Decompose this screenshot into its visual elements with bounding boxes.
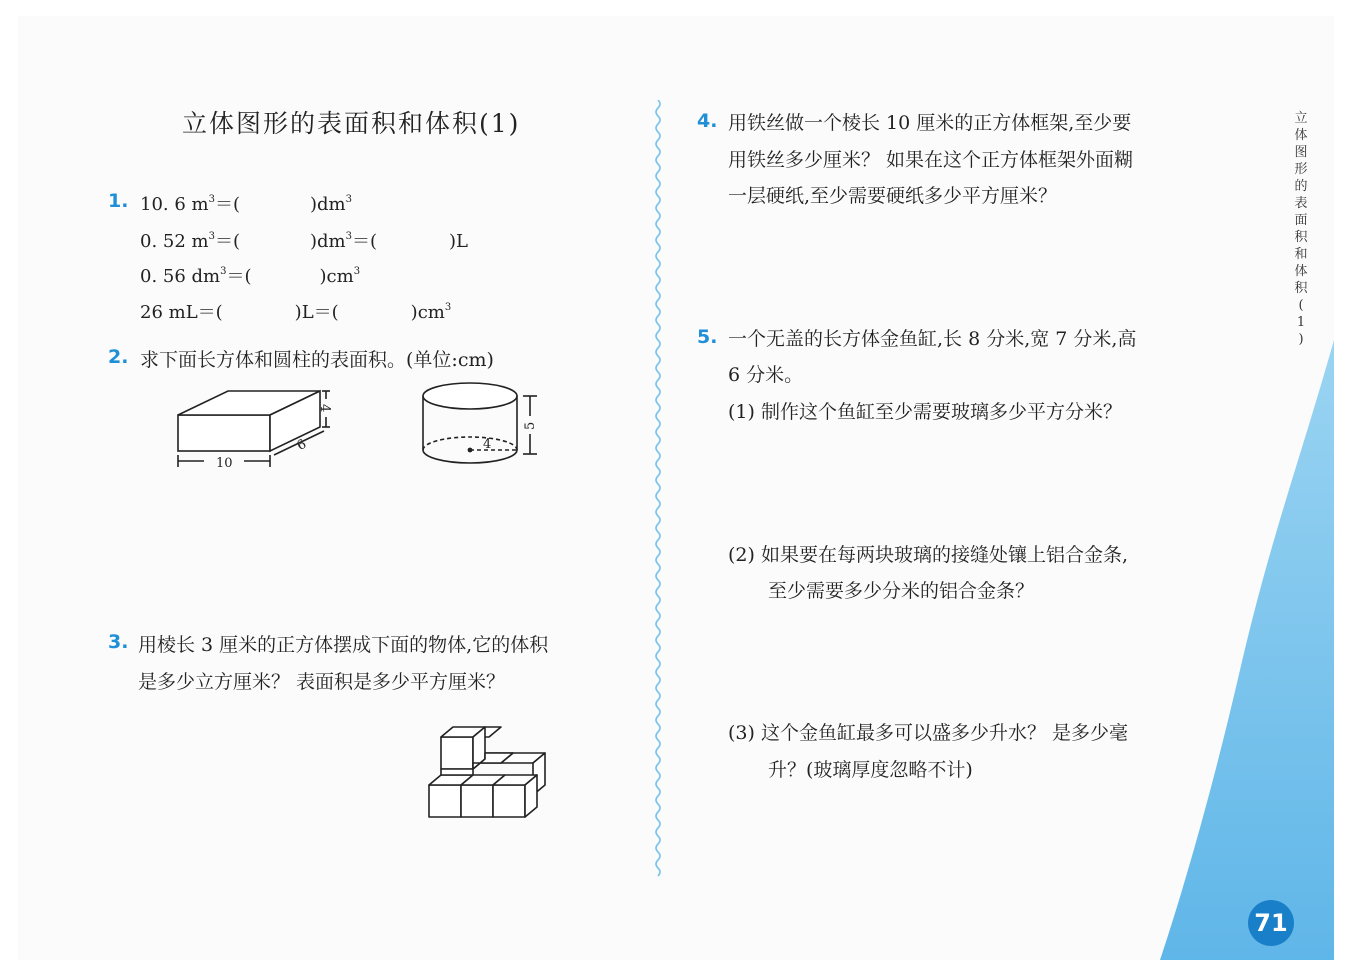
cuboid-height-label: 4 [317, 404, 332, 413]
cylinder-radius-label: 4 [483, 437, 492, 452]
q1-line-1: 10. 6 $m^3=$( )$dm^3$ [140, 194, 352, 215]
q3-line-2: 是多少立方厘米？ 表面积是多少平方厘米？ [138, 671, 506, 693]
cuboid-figure [170, 385, 340, 475]
q5-sub-2-line-1: (2) 如果要在每两块玻璃的接缝处镶上铝合金条, [728, 544, 1128, 566]
cube-stack-figure [425, 715, 555, 825]
q5-line-2: 6 分米。 [728, 364, 804, 386]
question-2-number: 2. [108, 346, 129, 368]
side-title: 立 体 图 形 的 表 面 积 和 体 积 ( 1 ) [1294, 111, 1308, 347]
cylinder-figure [415, 378, 545, 470]
q5-sub-3-line-2: 升？(玻璃厚度忽略不计) [768, 759, 973, 781]
page-title: 立体图形的表面积和体积(1) [182, 109, 521, 138]
question-5-number: 5. [697, 326, 718, 348]
cuboid-width-label: 6 [294, 436, 310, 454]
cylinder-height-label: 5 [523, 421, 538, 430]
q1-line-3: 0. 56 $dm^3=$( )$cm^3$ [140, 266, 361, 287]
question-3-number: 3. [108, 631, 129, 653]
column-divider [650, 100, 666, 880]
q5-sub-3-line-1: (3) 这个金鱼缸最多可以盛多少升水？ 是多少毫 [728, 722, 1128, 744]
q5-line-1: 一个无盖的长方体金鱼缸,长 8 分米,宽 7 分米,高 [728, 328, 1137, 350]
q4-line-1: 用铁丝做一个棱长 10 厘米的正方体框架,至少要 [728, 112, 1132, 134]
blue-corner-decoration [1150, 340, 1350, 977]
q2-text: 求下面长方体和圆柱的表面积。(单位:cm) [140, 349, 494, 371]
question-4-number: 4. [697, 110, 718, 132]
workbook-page [18, 16, 1334, 960]
q1-line-2: 0. 52 $m^3=$( )$dm^3=$( )L [140, 231, 469, 252]
q4-line-2: 用铁丝多少厘米？ 如果在这个正方体框架外面糊 [728, 149, 1134, 171]
q4-line-3: 一层硬纸,至少需要硬纸多少平方厘米？ [728, 185, 1058, 207]
page-number-badge: 71 [1248, 900, 1294, 946]
q5-sub-1: (1) 制作这个鱼缸至少需要玻璃多少平方分米？ [728, 401, 1122, 423]
cuboid-length-label: 10 [216, 456, 233, 471]
q1-line-4: 26 mL＝( )L＝( )$cm^3$ [140, 302, 452, 323]
question-1-number: 1. [108, 190, 129, 212]
q3-line-1: 用棱长 3 厘米的正方体摆成下面的物体,它的体积 [138, 634, 549, 656]
q5-sub-2-line-2: 至少需要多少分米的铝合金条？ [768, 580, 1035, 602]
